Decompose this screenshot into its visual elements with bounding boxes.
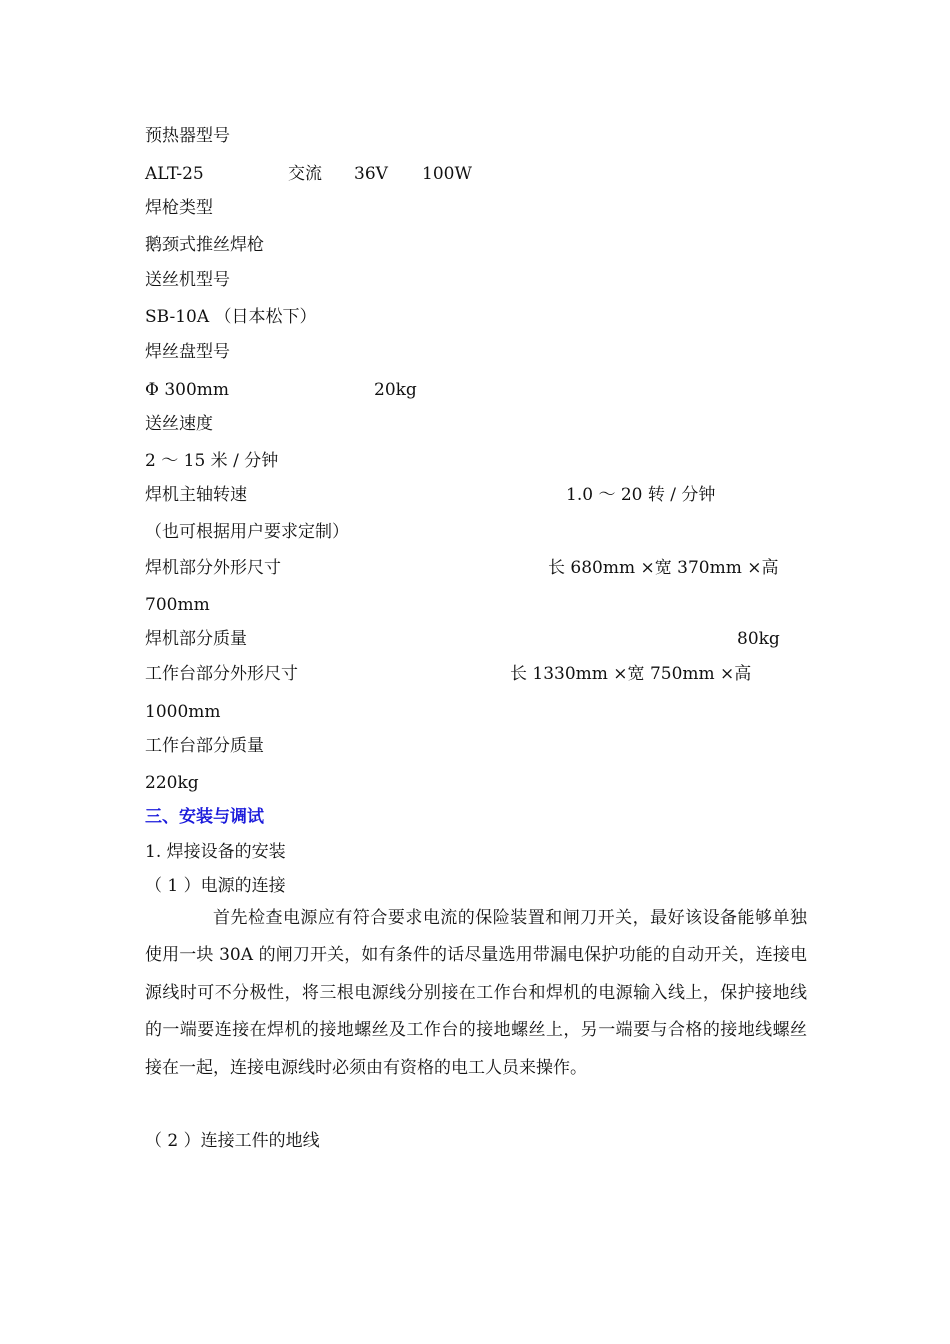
- spool-diameter: Φ 300mm: [145, 380, 230, 400]
- spindle-value: 1.0 ～ 20 转 / 分钟: [566, 485, 716, 505]
- preheater-label: 预热器型号: [145, 126, 230, 146]
- feeder-label: 送丝机型号: [145, 270, 230, 290]
- speed-value: 2 ～ 15 米 / 分钟: [145, 451, 279, 471]
- spindle-note: （也可根据用户要求定制）: [145, 522, 349, 542]
- torch-label: 焊枪类型: [145, 198, 213, 218]
- welder-dim-value: 长 680mm ×宽 370mm ×高: [548, 558, 779, 578]
- subsection-title: 1. 焊接设备的安装: [145, 842, 286, 862]
- table-dim-cont: 1000mm: [145, 702, 221, 722]
- table-dim-value: 长 1330mm ×宽 750mm ×高: [510, 664, 752, 684]
- section-heading: 三、安装与调试: [145, 807, 264, 827]
- item-1-title: （ 1 ）电源的连接: [145, 876, 286, 896]
- welder-dim-label: 焊机部分外形尺寸: [145, 558, 281, 578]
- welder-mass-value: 80kg: [737, 629, 780, 649]
- spool-weight: 20kg: [374, 380, 417, 400]
- spool-label: 焊丝盘型号: [145, 342, 230, 362]
- torch-value: 鹅颈式推丝焊枪: [145, 235, 264, 255]
- preheater-model: ALT-25: [145, 164, 204, 184]
- preheater-power: 100W: [422, 164, 472, 184]
- installation-paragraph: 首先检查电源应有符合要求电流的保险装置和闸刀开关，最好该设备能够单独使用一块 30A 的闸刀开关，如有条件的话尽量选用带漏电保护功能的自动开关，连接电源线时可不分极性，将三根电源线分别接在工作台和焊机的电源输入线上，保护接地线的一端要连接在焊机的接地螺丝及工作台的接地螺丝上，另一端要与合格的接地线螺丝接在一起，连接电源线时必须由有资格的电工人员来操作。: [145, 908, 807, 1078]
- spindle-label: 焊机主轴转速: [145, 485, 247, 505]
- speed-label: 送丝速度: [145, 414, 213, 434]
- preheater-voltage: 36V: [354, 164, 388, 184]
- table-mass-label: 工作台部分质量: [145, 736, 264, 756]
- table-dim-label: 工作台部分外形尺寸: [145, 664, 298, 684]
- item-2-title: （ 2 ）连接工件的地线: [145, 1131, 320, 1151]
- table-mass-value: 220kg: [145, 773, 199, 793]
- welder-dim-cont: 700mm: [145, 595, 210, 615]
- preheater-current: 交流: [288, 164, 322, 184]
- feeder-value: SB-10A （日本松下）: [145, 307, 317, 327]
- welder-mass-label: 焊机部分质量: [145, 629, 247, 649]
